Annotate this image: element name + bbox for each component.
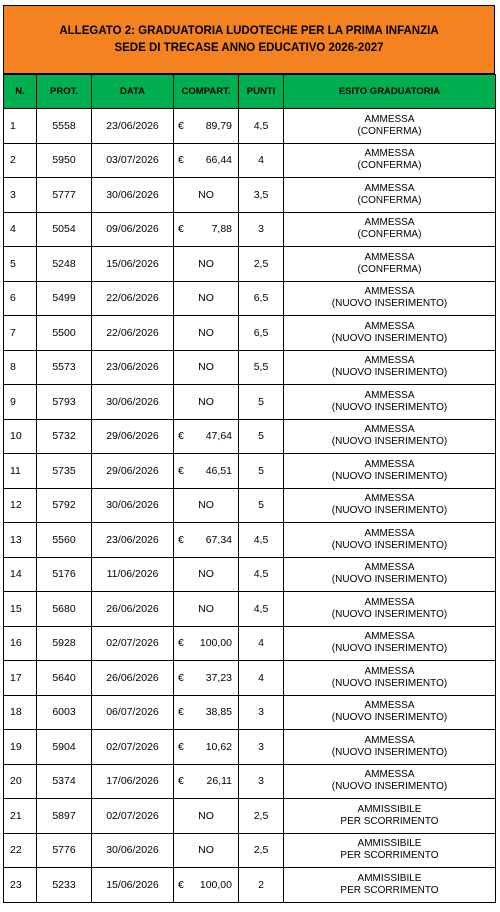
compart-amount: 7,88: [211, 223, 232, 236]
esito-detail: (NUOVO INSERIMENTO): [331, 401, 448, 413]
euro-sign: €: [178, 430, 184, 443]
esito-status: AMMESSA: [364, 458, 415, 470]
cell-n: 11: [4, 454, 37, 489]
cell-prot: 5054: [37, 212, 92, 247]
euro-sign: €: [178, 533, 184, 546]
euro-sign: €: [178, 119, 184, 132]
cell-compart: NO: [174, 281, 239, 316]
cell-esito: [284, 385, 496, 420]
compart-amount: 10,62: [205, 740, 232, 753]
cell-punti: 3,5: [239, 178, 284, 213]
cell-esito: [284, 247, 496, 282]
cell-esito: [284, 281, 496, 316]
compart-amount: 67,34: [205, 533, 232, 546]
table-row: [4, 626, 496, 661]
cell-punti: 6,5: [239, 316, 284, 351]
cell-esito: [284, 350, 496, 385]
cell-n: 4: [4, 212, 37, 247]
esito-detail: (CONFERMA): [357, 229, 422, 241]
cell-compart: [174, 730, 239, 765]
cell-punti: 3: [239, 730, 284, 765]
cell-esito: [284, 143, 496, 178]
esito-detail: (NUOVO INSERIMENTO): [331, 712, 448, 724]
cell-prot: 5777: [37, 178, 92, 213]
cell-n: 2: [4, 143, 37, 178]
col-header-n: N.: [4, 75, 37, 109]
cell-compart: NO: [174, 247, 239, 282]
cell-punti: 5: [239, 454, 284, 489]
esito-detail: (NUOVO INSERIMENTO): [331, 298, 448, 310]
cell-prot: 5560: [37, 523, 92, 558]
esito-detail: (NUOVO INSERIMENTO): [331, 436, 448, 448]
esito-detail: (NUOVO INSERIMENTO): [331, 781, 448, 793]
cell-punti: 4,5: [239, 557, 284, 592]
table-row: [4, 764, 496, 799]
cell-prot: 6003: [37, 695, 92, 730]
cell-compart: [174, 764, 239, 799]
cell-n: 21: [4, 799, 37, 834]
euro-sign: €: [178, 740, 184, 753]
cell-compart: NO: [174, 799, 239, 834]
cell-data: 09/06/2026: [92, 212, 174, 247]
cell-esito: [284, 523, 496, 558]
cell-data: 11/06/2026: [92, 557, 174, 592]
cell-compart: [174, 454, 239, 489]
col-header-prot: PROT.: [37, 75, 92, 109]
cell-data: 02/07/2026: [92, 799, 174, 834]
cell-data: 30/06/2026: [92, 833, 174, 868]
euro-sign: €: [178, 464, 184, 477]
compart-amount: 47,64: [205, 430, 232, 443]
esito-status: AMMESSA: [364, 251, 415, 263]
cell-prot: 5176: [37, 557, 92, 592]
cell-data: 30/06/2026: [92, 178, 174, 213]
cell-compart: [174, 143, 239, 178]
cell-data: 03/07/2026: [92, 143, 174, 178]
esito-status: AMMESSA: [364, 355, 415, 367]
col-header-compart: COMPART.: [174, 75, 239, 109]
cell-n: 17: [4, 661, 37, 696]
cell-data: 22/06/2026: [92, 281, 174, 316]
esito-status: AMMISSIBILE: [357, 803, 422, 815]
cell-prot: 5248: [37, 247, 92, 282]
esito-detail: (CONFERMA): [357, 263, 422, 275]
cell-data: 30/06/2026: [92, 488, 174, 523]
esito-status: AMMESSA: [364, 562, 415, 574]
esito-detail: (NUOVO INSERIMENTO): [331, 608, 448, 620]
cell-esito: [284, 178, 496, 213]
cell-esito: [284, 695, 496, 730]
cell-data: 17/06/2026: [92, 764, 174, 799]
cell-punti: 4: [239, 626, 284, 661]
table-row: [4, 419, 496, 454]
cell-prot: 5640: [37, 661, 92, 696]
cell-prot: 5680: [37, 592, 92, 627]
cell-compart: NO: [174, 350, 239, 385]
esito-status: AMMESSA: [364, 527, 415, 539]
euro-sign: €: [178, 671, 184, 684]
cell-esito: [284, 454, 496, 489]
cell-prot: 5950: [37, 143, 92, 178]
cell-data: 30/06/2026: [92, 385, 174, 420]
table-row: [4, 247, 496, 282]
esito-status: AMMESSA: [364, 596, 415, 608]
cell-punti: 2,5: [239, 833, 284, 868]
cell-compart: [174, 212, 239, 247]
esito-detail: (NUOVO INSERIMENTO): [331, 677, 448, 689]
cell-esito: [284, 109, 496, 144]
cell-compart: [174, 523, 239, 558]
cell-n: 18: [4, 695, 37, 730]
cell-punti: 2,5: [239, 799, 284, 834]
cell-prot: 5776: [37, 833, 92, 868]
cell-esito: [284, 764, 496, 799]
compart-amount: 100,00: [199, 637, 232, 650]
cell-punti: 5: [239, 385, 284, 420]
cell-data: 29/06/2026: [92, 419, 174, 454]
ranking-table: [3, 74, 496, 903]
cell-esito: [284, 592, 496, 627]
cell-data: 06/07/2026: [92, 695, 174, 730]
table-row: [4, 454, 496, 489]
euro-sign: €: [178, 223, 184, 236]
cell-data: 15/06/2026: [92, 868, 174, 903]
esito-status: AMMESSA: [364, 700, 415, 712]
cell-compart: NO: [174, 488, 239, 523]
table-header-row: [4, 75, 496, 109]
cell-esito: [284, 799, 496, 834]
cell-data: 23/06/2026: [92, 350, 174, 385]
col-header-punti: PUNTI: [239, 75, 284, 109]
euro-sign: €: [178, 154, 184, 167]
cell-prot: 5374: [37, 764, 92, 799]
cell-prot: 5500: [37, 316, 92, 351]
esito-status: AMMESSA: [364, 665, 415, 677]
cell-compart: [174, 419, 239, 454]
esito-status: AMMESSA: [364, 320, 415, 332]
table-row: [4, 385, 496, 420]
table-row: [4, 212, 496, 247]
cell-esito: [284, 626, 496, 661]
table-row: [4, 661, 496, 696]
esito-detail: (NUOVO INSERIMENTO): [331, 643, 448, 655]
table-row: [4, 316, 496, 351]
cell-data: 26/06/2026: [92, 592, 174, 627]
cell-data: 22/06/2026: [92, 316, 174, 351]
esito-status: AMMESSA: [364, 631, 415, 643]
compart-amount: 26,11: [206, 775, 232, 788]
cell-data: 02/07/2026: [92, 626, 174, 661]
cell-data: 02/07/2026: [92, 730, 174, 765]
table-row: [4, 833, 496, 868]
esito-status: AMMISSIBILE: [357, 838, 422, 850]
compart-amount: 37,23: [205, 671, 232, 684]
cell-compart: [174, 109, 239, 144]
compart-amount: 100,00: [199, 878, 232, 891]
cell-n: 1: [4, 109, 37, 144]
cell-prot: 5793: [37, 385, 92, 420]
table-row: [4, 592, 496, 627]
euro-sign: €: [178, 706, 184, 719]
cell-compart: NO: [174, 178, 239, 213]
cell-punti: 4: [239, 143, 284, 178]
cell-esito: [284, 868, 496, 903]
table-row: [4, 695, 496, 730]
table-row: [4, 178, 496, 213]
esito-detail: (NUOVO INSERIMENTO): [331, 470, 448, 482]
title-line-2: SEDE DI TRECASE ANNO EDUCATIVO 2026-2027: [114, 41, 384, 54]
table-row: [4, 350, 496, 385]
cell-compart: NO: [174, 833, 239, 868]
cell-prot: 5732: [37, 419, 92, 454]
esito-detail: (CONFERMA): [357, 125, 422, 137]
cell-data: 23/06/2026: [92, 109, 174, 144]
euro-sign: €: [178, 775, 184, 788]
esito-detail: PER SCORRIMENTO: [340, 884, 439, 896]
cell-compart: NO: [174, 592, 239, 627]
esito-status: AMMISSIBILE: [357, 872, 422, 884]
esito-detail: (NUOVO INSERIMENTO): [331, 746, 448, 758]
cell-prot: 5558: [37, 109, 92, 144]
cell-data: 26/06/2026: [92, 661, 174, 696]
cell-n: 10: [4, 419, 37, 454]
compart-amount: 66,44: [205, 154, 232, 167]
table-row: [4, 730, 496, 765]
compart-amount: 46,51: [205, 464, 232, 477]
cell-n: 23: [4, 868, 37, 903]
esito-status: AMMESSA: [364, 769, 415, 781]
cell-esito: [284, 661, 496, 696]
cell-esito: [284, 833, 496, 868]
cell-punti: 4: [239, 661, 284, 696]
cell-n: 5: [4, 247, 37, 282]
esito-status: AMMESSA: [364, 286, 415, 298]
esito-status: AMMESSA: [364, 182, 415, 194]
table-row: [4, 868, 496, 903]
esito-detail: (NUOVO INSERIMENTO): [331, 505, 448, 517]
cell-data: 29/06/2026: [92, 454, 174, 489]
esito-status: AMMESSA: [364, 113, 415, 125]
table-row: [4, 523, 496, 558]
cell-n: 7: [4, 316, 37, 351]
document-sheet: [3, 5, 495, 903]
cell-compart: NO: [174, 316, 239, 351]
esito-detail: (NUOVO INSERIMENTO): [331, 539, 448, 551]
esito-status: AMMESSA: [364, 424, 415, 436]
title-line-1: ALLEGATO 2: GRADUATORIA LUDOTECHE PER LA PRIMA INFANZIA: [59, 24, 439, 37]
esito-status: AMMESSA: [364, 734, 415, 746]
cell-punti: 2: [239, 868, 284, 903]
esito-detail: PER SCORRIMENTO: [340, 815, 439, 827]
cell-n: 14: [4, 557, 37, 592]
cell-n: 19: [4, 730, 37, 765]
cell-n: 6: [4, 281, 37, 316]
esito-detail: (NUOVO INSERIMENTO): [331, 574, 448, 586]
cell-punti: 3: [239, 695, 284, 730]
esito-detail: (NUOVO INSERIMENTO): [331, 367, 448, 379]
cell-punti: 4,5: [239, 109, 284, 144]
cell-punti: 5: [239, 419, 284, 454]
cell-compart: NO: [174, 557, 239, 592]
cell-punti: 2,5: [239, 247, 284, 282]
euro-sign: €: [178, 637, 184, 650]
cell-prot: 5499: [37, 281, 92, 316]
cell-esito: [284, 488, 496, 523]
cell-prot: 5233: [37, 868, 92, 903]
cell-punti: 4,5: [239, 592, 284, 627]
cell-prot: 5735: [37, 454, 92, 489]
cell-prot: 5573: [37, 350, 92, 385]
cell-n: 15: [4, 592, 37, 627]
cell-punti: 3: [239, 764, 284, 799]
cell-n: 12: [4, 488, 37, 523]
cell-compart: [174, 661, 239, 696]
cell-n: 8: [4, 350, 37, 385]
cell-data: 15/06/2026: [92, 247, 174, 282]
cell-prot: 5792: [37, 488, 92, 523]
cell-n: 20: [4, 764, 37, 799]
cell-compart: [174, 626, 239, 661]
cell-compart: NO: [174, 385, 239, 420]
cell-esito: [284, 212, 496, 247]
esito-status: AMMESSA: [364, 148, 415, 160]
cell-esito: [284, 419, 496, 454]
table-row: [4, 799, 496, 834]
esito-detail: (NUOVO INSERIMENTO): [331, 332, 448, 344]
esito-detail: PER SCORRIMENTO: [340, 850, 439, 862]
table-row: [4, 557, 496, 592]
compart-amount: 38,85: [205, 706, 232, 719]
cell-compart: [174, 868, 239, 903]
esito-status: AMMESSA: [364, 389, 415, 401]
compart-amount: 89,79: [205, 119, 232, 132]
table-row: [4, 281, 496, 316]
euro-sign: €: [178, 878, 184, 891]
esito-status: AMMESSA: [364, 493, 415, 505]
cell-n: 16: [4, 626, 37, 661]
cell-punti: 6,5: [239, 281, 284, 316]
esito-detail: (CONFERMA): [357, 194, 422, 206]
cell-prot: 5897: [37, 799, 92, 834]
cell-esito: [284, 316, 496, 351]
cell-punti: 3: [239, 212, 284, 247]
cell-n: 9: [4, 385, 37, 420]
esito-status: AMMESSA: [364, 217, 415, 229]
cell-n: 22: [4, 833, 37, 868]
col-header-data: DATA: [92, 75, 174, 109]
cell-n: 3: [4, 178, 37, 213]
esito-detail: (CONFERMA): [357, 160, 422, 172]
cell-punti: 5,5: [239, 350, 284, 385]
cell-prot: 5928: [37, 626, 92, 661]
table-row: [4, 143, 496, 178]
cell-esito: [284, 730, 496, 765]
table-row: [4, 488, 496, 523]
cell-prot: 5904: [37, 730, 92, 765]
cell-compart: [174, 695, 239, 730]
document-title: [3, 5, 495, 74]
col-header-esito: ESITO GRADUATORIA: [284, 75, 496, 109]
cell-punti: 5: [239, 488, 284, 523]
cell-data: 23/06/2026: [92, 523, 174, 558]
cell-punti: 4,5: [239, 523, 284, 558]
cell-n: 13: [4, 523, 37, 558]
table-row: [4, 109, 496, 144]
cell-esito: [284, 557, 496, 592]
